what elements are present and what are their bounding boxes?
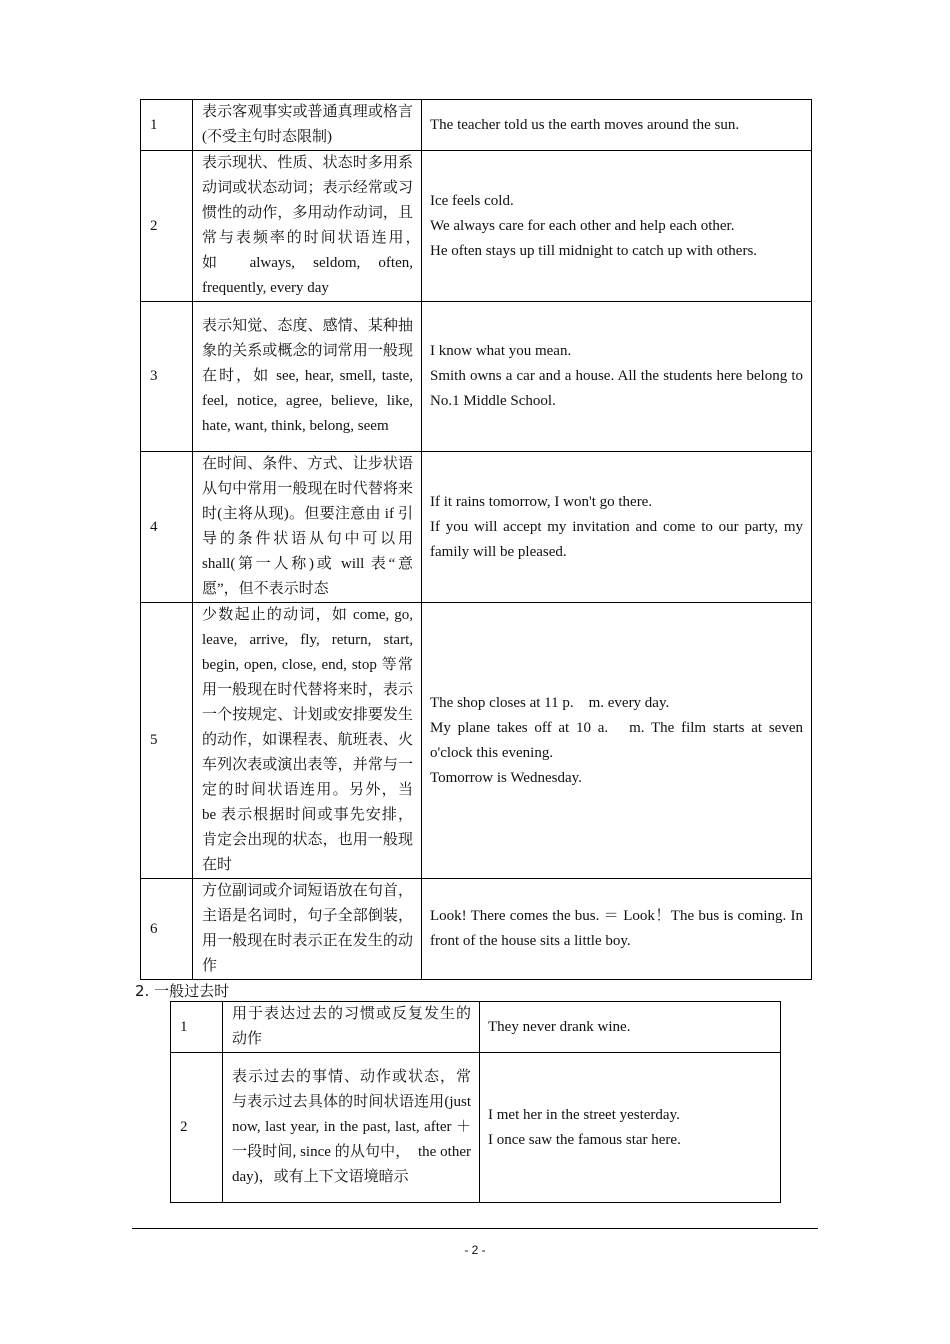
table-row [141, 879, 812, 980]
examples-cell [422, 879, 812, 980]
usage-rule: 表示过去的事情、动作或状态，常与表示过去具体的时间状语连用(just now, last year, in the past, last, after ＋一段时间, since 的从句中， the other day)，或有上下文语境暗示 [223, 1053, 480, 1203]
table-row [141, 302, 812, 452]
row-number: 1 [171, 1002, 223, 1053]
table-row [141, 603, 812, 879]
page-number: - 2 - [464, 1243, 486, 1257]
example-sentence: Smith owns a car and a house. All the students here belong to No.1 Middle School. [430, 368, 803, 409]
example-sentence: I met her in the street yesterday. [488, 1106, 680, 1123]
table-row [141, 100, 812, 151]
example-sentence: The shop closes at 11 p. m. every day. [430, 694, 670, 711]
example-sentence: Tomorrow is Wednesday. [430, 769, 582, 786]
row-number: 1 [141, 100, 193, 151]
row-number: 2 [141, 151, 193, 302]
example-sentence: Ice feels cold. [430, 192, 514, 209]
row-number: 2 [171, 1053, 223, 1203]
example-sentence: We always care for each other and help each other. [430, 217, 735, 234]
example-sentence: If it rains tomorrow, I won't go there. [430, 493, 653, 510]
usage-rule: 方位副词或介词短语放在句首，主语是名词时，句子全部倒装，用一般现在时表示正在发生的动作 [193, 879, 422, 980]
row-number: 5 [141, 603, 193, 879]
row-number: 3 [141, 302, 193, 452]
example-sentence: The teacher told us the earth moves around the sun. [430, 116, 740, 133]
row-number: 4 [141, 452, 193, 603]
example-sentence: I know what you mean. [430, 343, 572, 359]
past-tense-usage-table [170, 1001, 781, 1203]
usage-rule: 表示客观事实或普通真理或格言(不受主句时态限制) [193, 100, 422, 151]
row-number: 6 [141, 879, 193, 980]
table-row [171, 1002, 781, 1053]
examples-cell [422, 452, 812, 603]
examples-cell [422, 151, 812, 302]
table-row [141, 151, 812, 302]
table-row [171, 1053, 781, 1203]
present-tense-usage-table [140, 99, 812, 980]
example-sentence: If you will accept my invitation and come to our party, my family will be pleased. [430, 518, 803, 560]
example-sentence: Look! There comes the bus. ＝ Look！The bus is coming. In front of the house sits a little boy. [430, 908, 803, 949]
examples-cell [422, 603, 812, 879]
examples-cell [422, 100, 812, 151]
usage-rule: 少数起止的动词，如 come, go, leave, arrive, fly, return, start, begin, open, close, end, stop 等常用一般现在时代替将来时，表示一个按规定、计划或安排要发生的动作，如课程表、航班表、火车列次表或演出表等，并常与一定的时间状语连用。另外，当 be 表示根据时间或事先安排，肯定会出现的状态，也用一般现在时 [193, 603, 422, 879]
usage-rule: 表示现状、性质、状态时多用系动词或状态动词；表示经常或习惯性的动作，多用动作动词，且常与表频率的时间状语连用， 如 always, seldom, often, frequently, every day [193, 151, 422, 302]
example-sentence: I once saw the famous star here. [488, 1131, 681, 1148]
example-sentence: My plane takes off at 10 a. m. The film starts at seven o'clock this evening. [430, 719, 803, 761]
section-heading: 2. 一般过去时 [135, 982, 230, 1000]
example-sentence: He often stays up till midnight to catch up with others. [430, 242, 758, 259]
table-row [141, 452, 812, 603]
examples-cell [422, 302, 812, 452]
examples-cell [480, 1053, 781, 1203]
example-sentence: They never drank wine. [488, 1018, 631, 1035]
footer-divider [132, 1228, 818, 1229]
usage-rule: 表示知觉、态度、感情、某种抽象的关系或概念的词常用一般现在时，如 see, hear, smell, taste, feel, notice, agree, believe, like, hate, want, think, belong, seem [193, 302, 422, 452]
usage-rule: 用于表达过去的习惯或反复发生的动作 [223, 1002, 480, 1053]
usage-rule: 在时间、条件、方式、让步状语从句中常用一般现在时代替将来时(主将从现)。但要注意由 if 引导的条件状语从句中可以用 shall(第一人称)或 will 表“意愿”，但不表示时态 [193, 452, 422, 603]
examples-cell [480, 1002, 781, 1053]
